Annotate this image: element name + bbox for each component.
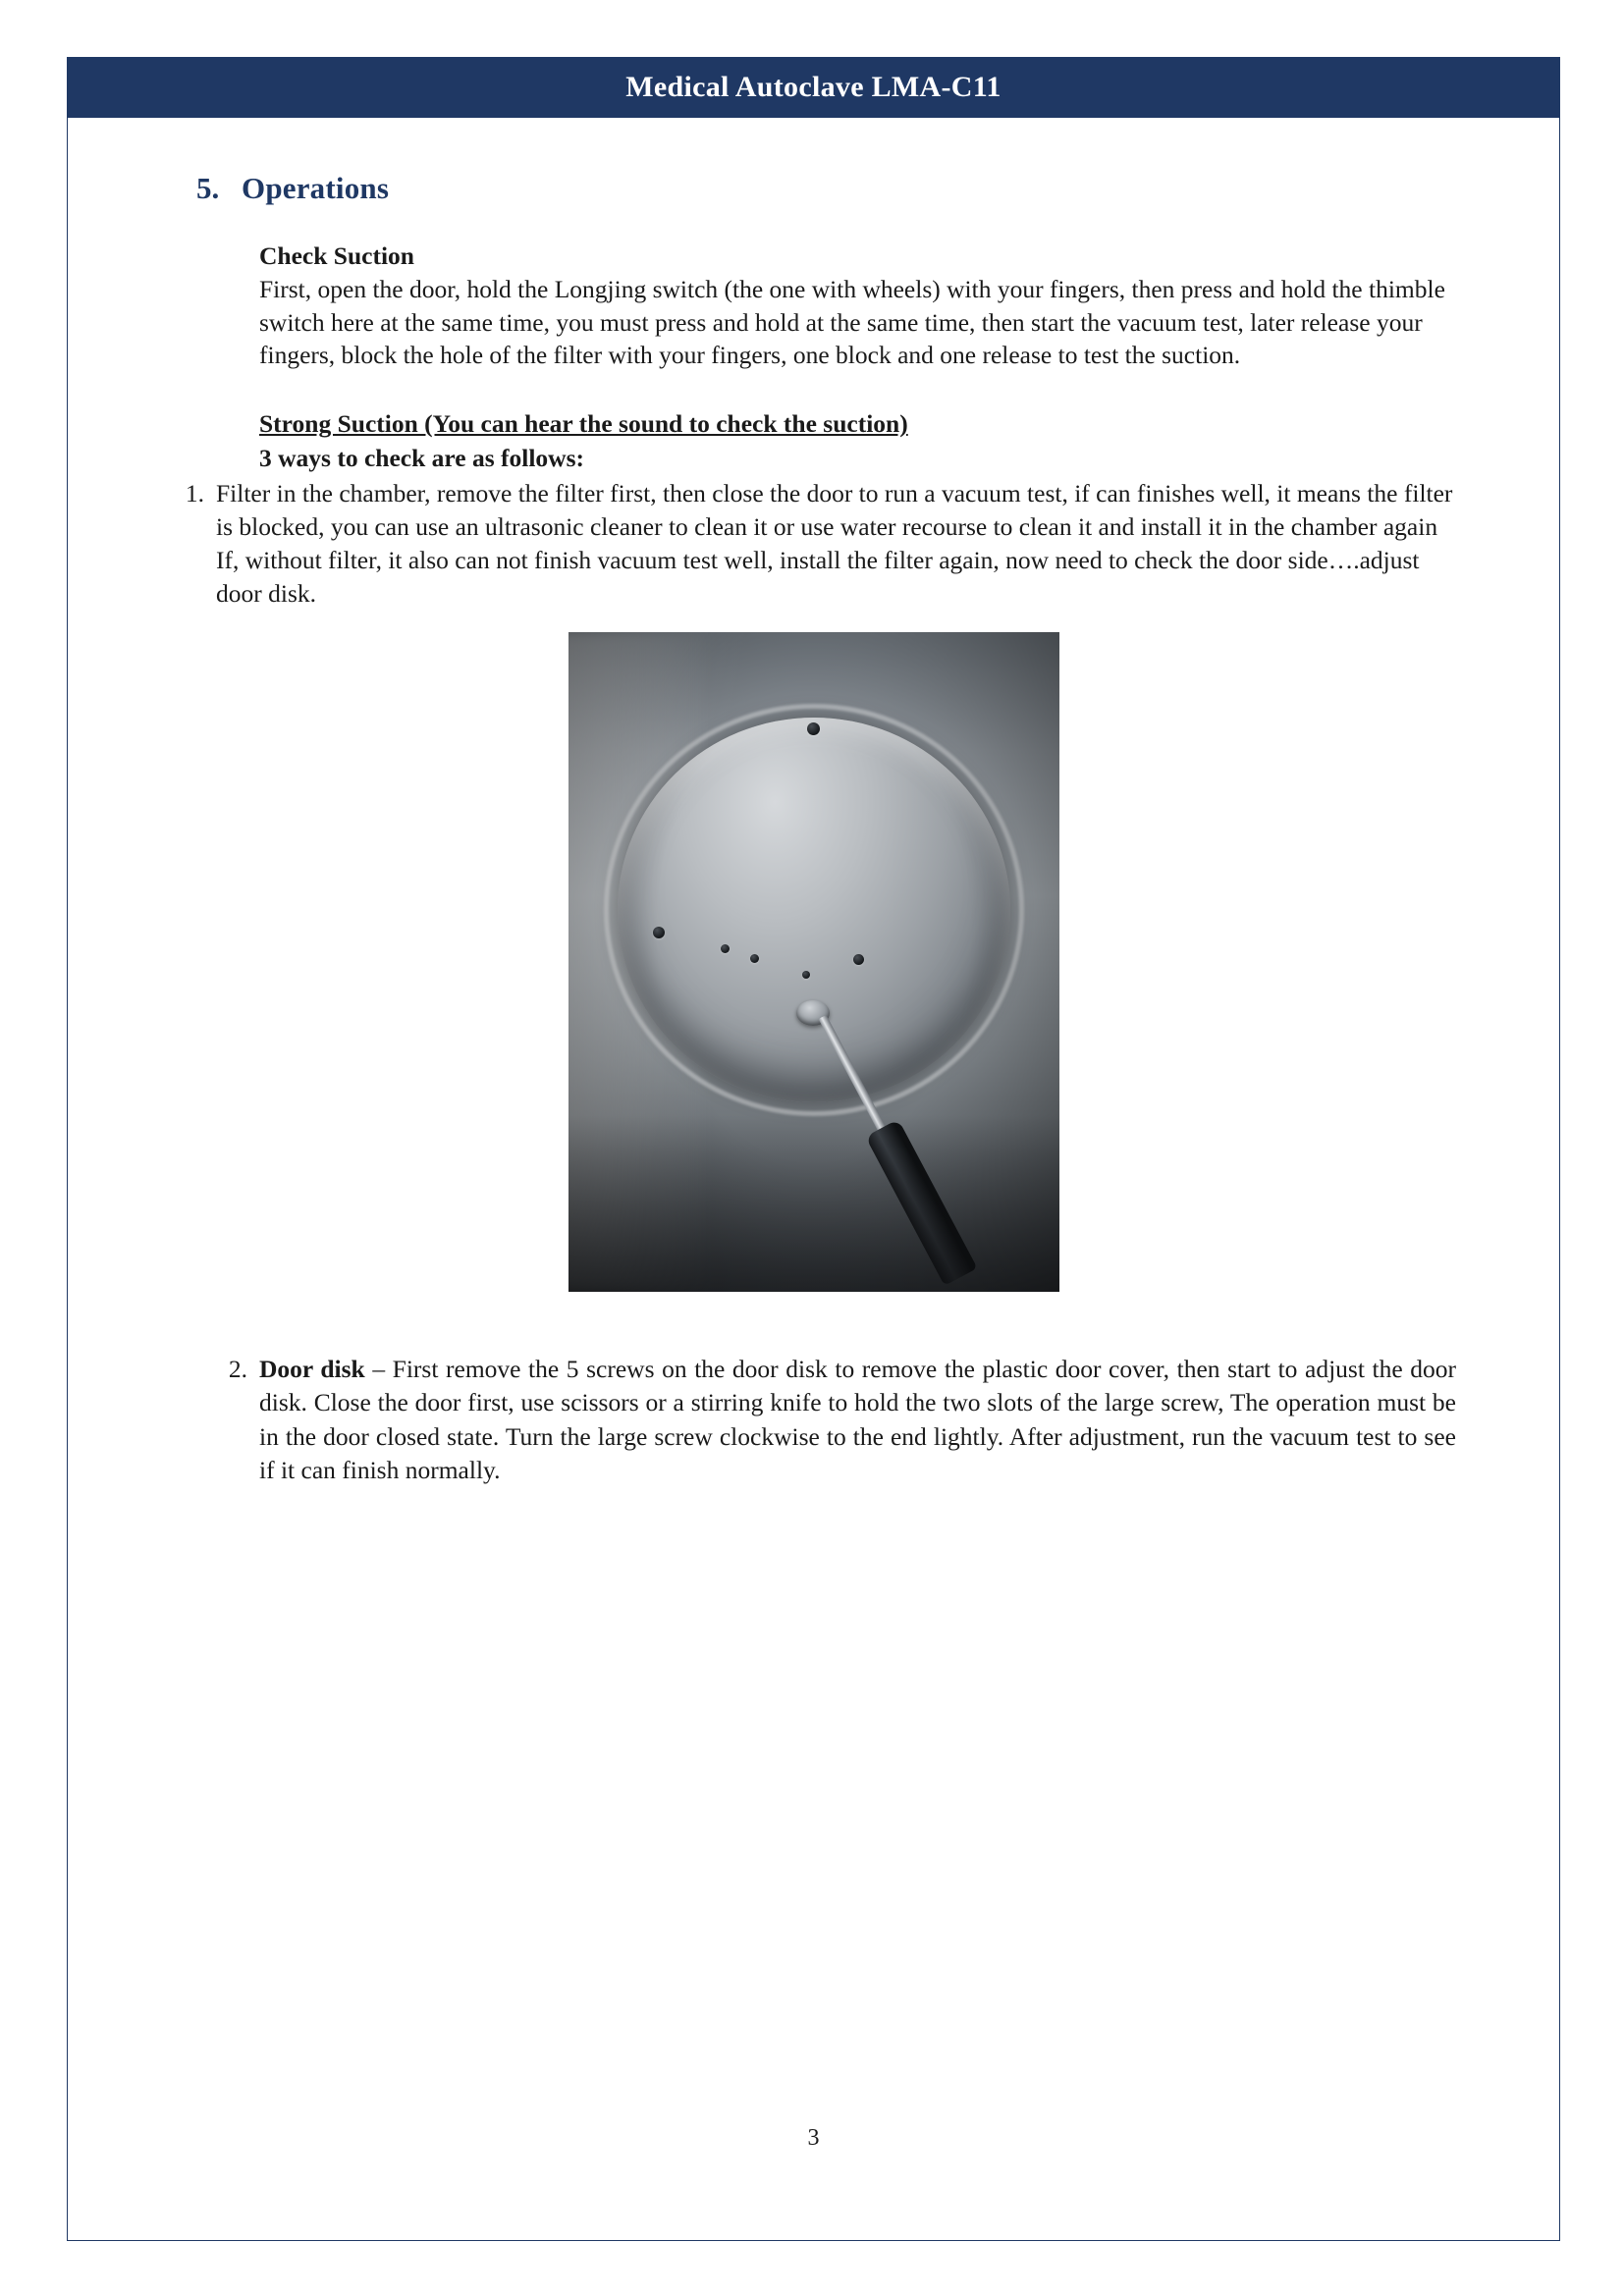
list-item-marker: 1. <box>185 478 204 507</box>
page-header-banner <box>67 57 1560 118</box>
list-item <box>204 1353 1456 1487</box>
check-suction-paragraph: First, open the door, hold the Longjing switch (the one with wheels) with your fingers, then press and hold the thimble switch here at the same time, you must press and hold at the same time, then start the vacuum test, later release your fingers, block the hole of the filter with your fingers, one block and one release to test the suction. <box>259 274 1445 370</box>
section-title: Operations <box>242 171 390 205</box>
photo-vignette <box>568 632 1059 1292</box>
section-heading <box>196 171 1466 206</box>
list-item-text <box>259 1353 1456 1487</box>
check-suction-heading: Check Suction <box>259 241 414 270</box>
page-number: 3 <box>807 2125 820 2151</box>
strong-suction-heading: Strong Suction (You can hear the sound to check the suction) <box>259 409 908 439</box>
list-item-lead: Door disk <box>259 1355 365 1384</box>
figure-container <box>161 632 1466 1292</box>
page-content <box>67 118 1560 2241</box>
list-item-body-text: – First remove the 5 screws on the door disk to remove the plastic door cover, then start to adjust the door disk. Close the door first, use scissors or a stirring knife to hold the two slots of the large screw, The operation must be in the door closed state. Turn the large screw clockwise to the end lightly. After adjustment, run the vacuum test to see if it can finish normally. <box>259 1355 1456 1484</box>
list-item <box>161 477 1466 612</box>
autoclave-chamber-photo <box>568 632 1059 1292</box>
page-title: Medical Autoclave LMA-C11 <box>625 71 1001 103</box>
check-suction-block <box>259 240 1456 475</box>
page-footer <box>67 2125 1560 2152</box>
section-number: 5. <box>196 171 220 205</box>
list-item-marker: 2. <box>228 1355 247 1384</box>
list-item-text: Filter in the chamber, remove the filter first, then close the door to run a vacuum test, if can finishes well, it means the filter is blocked, you can use an ultrasonic cleaner to clean it or use water recourse to clean it and install it in the chamber again If, without filter, it also can not finish vacuum test well, install the filter again, now need to check the door side….adjust door disk. <box>216 478 1453 609</box>
strong-suction-subheading: 3 ways to check are as follows: <box>259 443 584 472</box>
